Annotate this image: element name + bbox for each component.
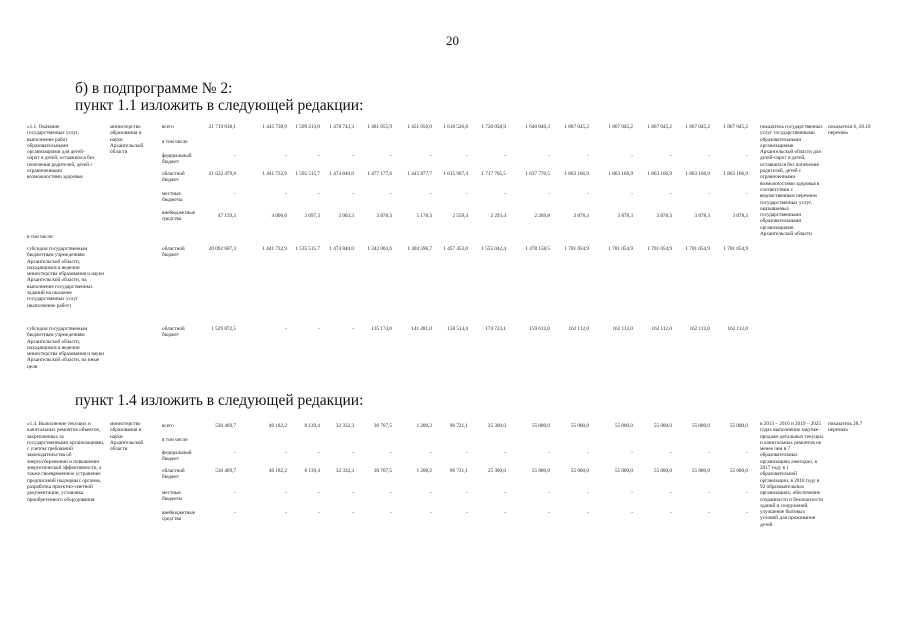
value-cell: 1 701 054,9 — [647, 246, 672, 252]
value-cell: 1 867 045,2 — [723, 124, 748, 130]
value-cell: 3 878,3 — [732, 213, 748, 219]
value-cell: 1 474 840,0 — [329, 246, 354, 252]
value-cell: 96 721,1 — [449, 468, 468, 474]
value-cell: 55 000,0 — [691, 423, 710, 429]
value-cell: 30 767,5 — [373, 423, 392, 429]
value-cell: - — [466, 191, 468, 197]
value-cell: - — [708, 450, 710, 456]
value-cell: 55 000,0 — [691, 468, 710, 474]
s1-src-regional: областной бюджет — [162, 171, 185, 184]
s1-result: показатель государственных услуг государственными образовательными организациями Архангельской области для детей-сирот и детей, оставшихся без попечения родителей, детей с ограниченными возможностями здоровья в соответствии с ведомственным перечнем государственных услуг, оказываемых государственными образовательными организациями Архангельской области — [760, 124, 823, 238]
heading-1-1: пункт 1.1 изложить в следующей редакции: — [75, 97, 364, 114]
value-cell: - — [708, 153, 710, 159]
s1-name: «1.1. Оказание государственных услуг, выполнение работ образовательными организациями для детей-сирот и детей, оставшихся без попечения родителей, детей с ограниченными возможностями здоровья — [27, 124, 95, 181]
value-cell: 1 867 045,2 — [564, 124, 589, 130]
value-cell: 2 559,4 — [452, 213, 468, 219]
value-cell: - — [285, 153, 287, 159]
s4-src-regional: областной бюджет — [162, 468, 185, 481]
value-cell: 1 478 158,5 — [525, 246, 550, 252]
s1-src-federal: федеральный бюджет — [162, 153, 192, 166]
value-cell: 55 000,0 — [531, 423, 550, 429]
s4-src-total: всего — [162, 423, 174, 429]
value-cell: 55 000,0 — [729, 423, 748, 429]
value-cell: - — [587, 510, 589, 516]
value-cell: - — [587, 153, 589, 159]
value-cell: - — [631, 450, 633, 456]
page-number: 20 — [446, 33, 459, 48]
value-cell: - — [631, 490, 633, 496]
value-cell: 1 863 166,9 — [564, 171, 589, 177]
value-cell: - — [504, 153, 506, 159]
value-cell: - — [430, 490, 432, 496]
value-cell: 162 112,0 — [727, 326, 748, 332]
value-cell: 21 622 479,8 — [208, 171, 236, 177]
value-cell: 1 701 054,9 — [564, 246, 589, 252]
value-cell: - — [670, 450, 672, 456]
value-cell: 1 615 967,4 — [443, 171, 468, 177]
value-cell: 162 112,0 — [651, 326, 672, 332]
value-cell: 2 293,4 — [490, 213, 506, 219]
value-cell: 141 281,0 — [411, 326, 432, 332]
value-cell: 1 701 054,9 — [608, 246, 633, 252]
value-cell: - — [234, 450, 236, 456]
value-cell: 55 000,0 — [570, 423, 589, 429]
value-cell: 55 000,0 — [729, 468, 748, 474]
s4-src-federal: федеральный бюджет — [162, 450, 192, 463]
value-cell: 1 640 040,3 — [525, 124, 550, 130]
value-cell: - — [318, 510, 320, 516]
value-cell: - — [318, 326, 320, 332]
value-cell: - — [318, 191, 320, 197]
s1-src-extra: внебюджетные средства — [162, 210, 196, 223]
value-cell: 55 000,0 — [531, 468, 550, 474]
value-cell: 135 174,0 — [371, 326, 392, 332]
value-cell: 1 481 055,9 — [367, 124, 392, 130]
value-cell: - — [430, 450, 432, 456]
value-cell: - — [587, 490, 589, 496]
value-cell: 3 903,3 — [338, 213, 354, 219]
value-cell: 1 637 770,5 — [525, 171, 550, 177]
value-cell: - — [587, 450, 589, 456]
value-cell: 2 269,8 — [534, 213, 550, 219]
value-cell: - — [234, 510, 236, 516]
value-cell: 1 342 003,6 — [367, 246, 392, 252]
value-cell: 530 469,7 — [215, 468, 236, 474]
value-cell: - — [390, 191, 392, 197]
s4-src-local: местные бюджеты — [162, 490, 183, 503]
value-cell: 1 720 058,9 — [481, 124, 506, 130]
value-cell: - — [466, 490, 468, 496]
value-cell: 1 457 453,0 — [443, 246, 468, 252]
value-cell: 158 514,4 — [447, 326, 468, 332]
value-cell: 3 878,3 — [617, 213, 633, 219]
value-cell: - — [318, 153, 320, 159]
s4-src-including: в том числе — [162, 437, 188, 443]
value-cell: 55 000,0 — [614, 423, 633, 429]
value-cell: - — [746, 153, 748, 159]
value-cell: - — [285, 490, 287, 496]
value-cell: - — [352, 490, 354, 496]
value-cell: 96 721,1 — [449, 423, 468, 429]
value-cell: - — [285, 191, 287, 197]
s1-src-local: местные бюджеты — [162, 191, 183, 204]
value-cell: 1 618 526,8 — [443, 124, 468, 130]
s1-indicator: показатели 6, 28.10 перечня» — [828, 124, 871, 137]
value-cell: 3 878,3 — [694, 213, 710, 219]
value-cell: 1 474 840,0 — [329, 171, 354, 177]
value-cell: 21 719 638,1 — [208, 124, 236, 130]
value-cell: 1 599 213,0 — [295, 124, 320, 130]
value-cell: 1 200,2 — [416, 468, 432, 474]
value-cell: - — [548, 191, 550, 197]
value-cell: 1 867 045,2 — [608, 124, 633, 130]
value-cell: 1 867 045,2 — [685, 124, 710, 130]
sub-heading: б) в подпрограмме № 2: — [75, 80, 233, 97]
value-cell: - — [352, 510, 354, 516]
value-cell: - — [746, 450, 748, 456]
value-cell: - — [631, 153, 633, 159]
value-cell: - — [285, 510, 287, 516]
value-cell: - — [234, 153, 236, 159]
value-cell: 1 200,2 — [416, 423, 432, 429]
value-cell: - — [548, 490, 550, 496]
value-cell: 32 332,3 — [335, 423, 354, 429]
value-cell: 1 445 738,9 — [262, 124, 287, 130]
value-cell: - — [285, 326, 287, 332]
value-cell: - — [708, 490, 710, 496]
value-cell: 1 441 732,9 — [262, 171, 287, 177]
s1-sub1-name: субсидии государственным бюджетным учреждениям Архангельской области, находящимся в ведении министерства образования и науки Архангельской области, на выполнение государственных заданий на оказание государственных услуг (выполнение работ) — [27, 246, 105, 309]
value-cell: 1 867 045,2 — [647, 124, 672, 130]
value-cell: - — [548, 510, 550, 516]
value-cell: 530 469,7 — [215, 423, 236, 429]
value-cell: 1 863 166,9 — [685, 171, 710, 177]
value-cell: 3 878,3 — [573, 213, 589, 219]
value-cell: 3 878,3 — [376, 213, 392, 219]
value-cell: - — [390, 490, 392, 496]
s1-sub2-src: областной бюджет — [162, 326, 185, 339]
value-cell: 3 697,3 — [304, 213, 320, 219]
value-cell: - — [670, 153, 672, 159]
s4-executor: министерство образования и науки Архангельской области — [110, 421, 144, 453]
value-cell: 5 178,3 — [416, 213, 432, 219]
value-cell: - — [504, 191, 506, 197]
value-cell: - — [746, 490, 748, 496]
value-cell: 159 612,0 — [529, 326, 550, 332]
value-cell: - — [670, 510, 672, 516]
s4-result: в 2013 – 2016 и 2019 – 2025 годах выполнение закупке-продаже детальных текущих и капитальных ремонтов не менее чем в 7 образовательных организациях ежегодно, в 2017 году в 1 образовательной организации, в 2018 году в 92 образовательных организациях, обеспечение сохранности и безопасности зданий и сооружений, улучшение бытовых условий для проживания детей — [760, 421, 824, 528]
value-cell: 1 701 054,9 — [723, 246, 748, 252]
value-cell: 55 000,0 — [653, 423, 672, 429]
value-cell: - — [670, 490, 672, 496]
value-cell: - — [318, 450, 320, 456]
value-cell: 1 441 732,9 — [262, 246, 287, 252]
value-cell: 1 701 054,9 — [685, 246, 710, 252]
s1-src-including: в том числе — [162, 139, 188, 145]
value-cell: 162 112,0 — [568, 326, 589, 332]
value-cell: - — [390, 153, 392, 159]
value-cell: 32 332,3 — [335, 468, 354, 474]
value-cell: - — [708, 191, 710, 197]
value-cell: 1 555 042,4 — [481, 246, 506, 252]
s1-src-total: всего — [162, 124, 174, 130]
value-cell: - — [318, 490, 320, 496]
value-cell: - — [352, 153, 354, 159]
value-cell: - — [466, 450, 468, 456]
value-cell: 1 478 743,3 — [329, 124, 354, 130]
value-cell: - — [548, 450, 550, 456]
value-cell: 20 092 607,3 — [208, 246, 236, 252]
value-cell: 25 300,0 — [487, 423, 506, 429]
value-cell: 1 529 872,5 — [211, 326, 236, 332]
s4-src-extra: внебюджетные средства — [162, 510, 196, 523]
value-cell: 40 182,2 — [268, 423, 287, 429]
value-cell: 1 595 515,7 — [295, 171, 320, 177]
value-cell: 162 112,0 — [612, 326, 633, 332]
s1-sub1-src: областной бюджет — [162, 246, 185, 259]
value-cell: - — [466, 153, 468, 159]
value-cell: - — [352, 191, 354, 197]
value-cell: - — [670, 191, 672, 197]
value-cell: - — [234, 191, 236, 197]
value-cell: 3 878,3 — [656, 213, 672, 219]
value-cell: 55 000,0 — [653, 468, 672, 474]
value-cell: 1 445 877,7 — [407, 171, 432, 177]
value-cell: - — [587, 191, 589, 197]
value-cell: 8 139,4 — [304, 423, 320, 429]
value-cell: 1 304 596,7 — [407, 246, 432, 252]
value-cell: - — [548, 153, 550, 159]
value-cell: - — [390, 450, 392, 456]
value-cell: - — [746, 510, 748, 516]
value-cell: - — [504, 510, 506, 516]
value-cell: - — [234, 490, 236, 496]
value-cell: 55 000,0 — [570, 468, 589, 474]
value-cell: 40 182,2 — [268, 468, 287, 474]
value-cell: 1 863 166,9 — [723, 171, 748, 177]
value-cell: 1 477 177,6 — [367, 171, 392, 177]
value-cell: 25 300,0 — [487, 468, 506, 474]
s1-sub2-name: субсидии государственным бюджетным учреждениям Архангельской области, находящимся в ведении министерства образования и науки Архангельской области, на иные цели — [27, 326, 105, 370]
s1-including-note: в том числе: — [27, 234, 55, 240]
value-cell: - — [631, 191, 633, 197]
value-cell: 174 723,1 — [485, 326, 506, 332]
value-cell: - — [430, 510, 432, 516]
value-cell: - — [504, 450, 506, 456]
s4-name: «1.4. Выполнение текущих и капитальных ремонтов объектов, закрепленных за государственными организациями, с учетом требований законодательства об энергосбережении и повышении энергетической эффективности, а также своевременное устранение предписаний надзорных органов, разработка проектно-сметной документации, установка приобретенного оборудования — [27, 421, 105, 503]
value-cell: - — [466, 510, 468, 516]
value-cell: - — [746, 191, 748, 197]
value-cell: - — [430, 153, 432, 159]
value-cell: 1 863 166,9 — [608, 171, 633, 177]
value-cell: - — [504, 490, 506, 496]
value-cell: 1 717 765,5 — [481, 171, 506, 177]
value-cell: - — [631, 510, 633, 516]
value-cell: 162 112,0 — [689, 326, 710, 332]
value-cell: 30 767,5 — [373, 468, 392, 474]
value-cell: 1 451 056,0 — [407, 124, 432, 130]
s4-indicator: показатель 28.7 перечня» — [828, 421, 863, 434]
value-cell: - — [352, 326, 354, 332]
s1-executor: министерство образования и науки Архангельской области — [110, 124, 144, 156]
value-cell: 1 535 515,7 — [295, 246, 320, 252]
value-cell: - — [352, 450, 354, 456]
value-cell: 4 006,0 — [271, 213, 287, 219]
value-cell: - — [390, 510, 392, 516]
value-cell: - — [430, 191, 432, 197]
value-cell: - — [708, 510, 710, 516]
value-cell: 55 000,0 — [614, 468, 633, 474]
value-cell: 47 159,3 — [217, 213, 236, 219]
value-cell: 8 139,4 — [304, 468, 320, 474]
value-cell: 1 863 166,9 — [647, 171, 672, 177]
heading-1-4: пункт 1.4 изложить в следующей редакции: — [75, 392, 364, 409]
value-cell: - — [285, 450, 287, 456]
